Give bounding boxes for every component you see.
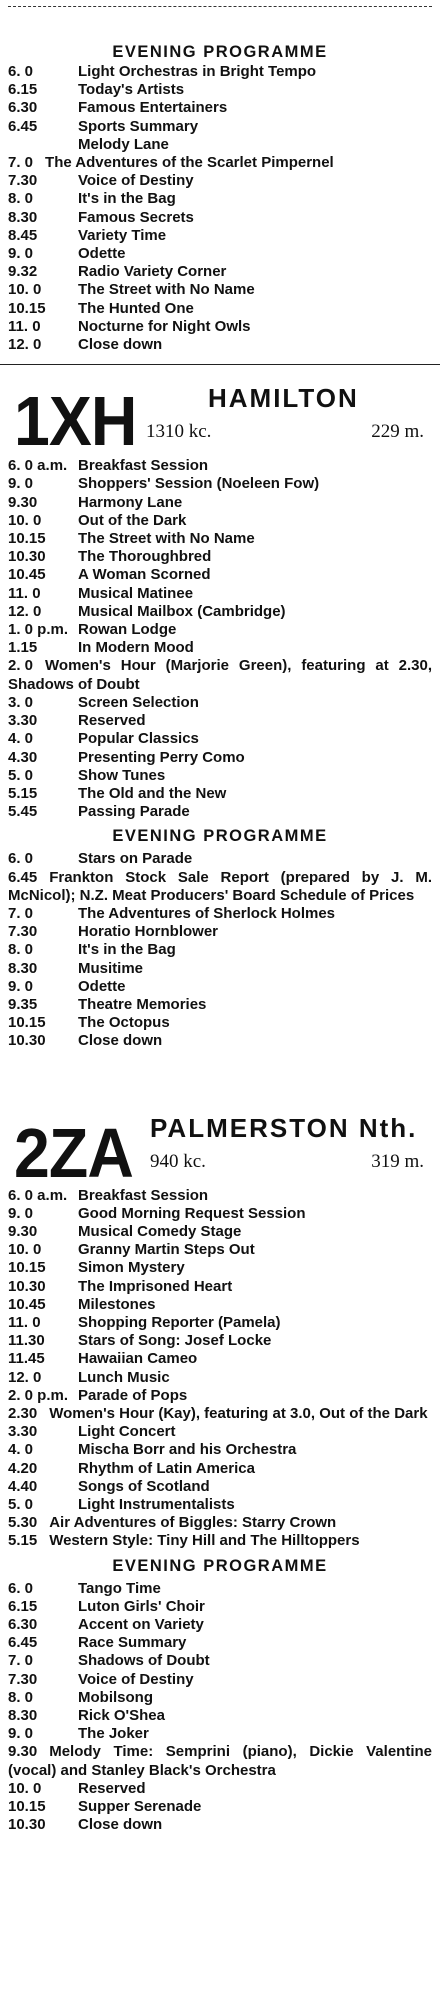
programme-time: 7.30 — [8, 923, 38, 941]
programme-row — [8, 1532, 432, 1550]
programme-title: The Old and the New — [78, 784, 227, 802]
programme-time: 3.30 — [8, 1423, 38, 1441]
programme-time: 6.30 — [8, 99, 38, 117]
programme-time: 4.30 — [8, 748, 38, 766]
programme-title: Musical Mailbox (Cambridge) — [78, 602, 286, 620]
programme-row — [8, 300, 432, 318]
station-wavelength: 229 m. — [371, 421, 424, 443]
programme-time: 6.45 — [8, 1634, 38, 1652]
programme-row — [8, 1514, 432, 1532]
programme-title: The Street with No Name — [78, 281, 255, 299]
programme-time: 6.45 — [8, 868, 38, 886]
programme-title: The Street with No Name — [78, 530, 255, 548]
programme-time: 8.30 — [8, 959, 38, 977]
station-header-1xh — [8, 377, 432, 461]
programme-row — [8, 1314, 432, 1332]
programme-time: 2. 0 p.m. — [8, 1386, 69, 1404]
programme-time: 4. 0 — [8, 1441, 34, 1459]
programme-title: Rowan Lodge — [78, 621, 177, 639]
programme-row — [8, 767, 432, 785]
programme-row — [8, 1278, 432, 1296]
programme-title: Radio Variety Corner — [78, 263, 227, 281]
programme-title: Light Concert — [78, 1423, 176, 1441]
programme-time: 12. 0 — [8, 1368, 42, 1386]
programme-row — [8, 63, 432, 81]
programme-row — [8, 172, 432, 190]
programme-row — [8, 1387, 432, 1405]
section-heading: EVENING PROGRAMME — [112, 827, 328, 846]
programme-time: 8. 0 — [8, 941, 34, 959]
programme-title: Passing Parade — [78, 803, 190, 821]
programme-time: 7. 0 — [8, 904, 34, 922]
programme-time: 3. 0 — [8, 693, 34, 711]
station-wavelength: 319 m. — [371, 1150, 424, 1172]
programme-title: Granny Martin Steps Out — [78, 1241, 255, 1259]
programme-time: 9. 0 — [8, 475, 34, 493]
programme-row — [8, 1798, 432, 1816]
programme-time: 5.15 — [8, 784, 38, 802]
programme-time: 9.30 — [8, 493, 38, 511]
programme-title: Voice of Destiny — [78, 1670, 194, 1688]
programme-time: 9. 0 — [8, 1204, 34, 1222]
programme-row — [8, 1223, 432, 1241]
programme-time: 2. 0 — [8, 657, 34, 675]
programme-row — [8, 154, 432, 172]
programme-time: 5. 0 — [8, 766, 34, 784]
programme-time: 9. 0 — [8, 1725, 34, 1743]
programme-row — [8, 803, 432, 821]
programme-row — [8, 639, 432, 657]
programme-title: Hawaiian Cameo — [78, 1350, 198, 1368]
programme-row — [8, 869, 432, 905]
programme-time: 6.15 — [8, 81, 38, 99]
programme-time: 6. 0 a.m. — [8, 457, 68, 475]
programme-time: 9.35 — [8, 995, 38, 1013]
programme-row — [8, 1014, 432, 1032]
programme-row — [8, 1707, 432, 1725]
programme-title: Tango Time — [78, 1579, 161, 1597]
programme-title: Rick O'Shea — [78, 1707, 165, 1725]
station-name: HAMILTON — [208, 383, 359, 414]
programme-title: Close down — [78, 1816, 163, 1834]
programme-title: Good Morning Request Session — [78, 1204, 306, 1222]
programme-time: 12. 0 — [8, 336, 42, 354]
programme-time: 10.15 — [8, 1014, 46, 1032]
programme-time: 7.30 — [8, 172, 38, 190]
call-sign: 2ZA — [14, 1113, 133, 1192]
programme-title: The Thoroughbred — [78, 548, 212, 566]
programme-row — [8, 941, 432, 959]
programme-time: 12. 0 — [8, 602, 42, 620]
programme-title: Luton Girls' Choir — [78, 1597, 205, 1615]
programme-title: Simon Mystery — [78, 1259, 185, 1277]
programme-row — [8, 978, 432, 996]
programme-time: 10.15 — [8, 1259, 46, 1277]
programme-row — [8, 1296, 432, 1314]
programme-time: 2.30 — [8, 1404, 38, 1422]
programme-time: 6. 0 a.m. — [8, 1186, 68, 1204]
programme-time: 1.15 — [8, 639, 38, 657]
programme-time: 1. 0 p.m. — [8, 621, 69, 639]
programme-row — [8, 1780, 432, 1798]
programme-time: 4.20 — [8, 1459, 38, 1477]
programme-row — [8, 336, 432, 354]
station-frequency: 1310 kc. — [146, 421, 212, 443]
programme-time: 7.30 — [8, 1670, 38, 1688]
programme-row — [8, 1205, 432, 1223]
programme-row — [8, 118, 432, 136]
programme-time: 10.15 — [8, 299, 46, 317]
programme-row — [8, 1350, 432, 1368]
programme-time: 11.30 — [8, 1332, 45, 1350]
programme-title: Theatre Memories — [78, 995, 207, 1013]
programme-time: 10.30 — [8, 1277, 46, 1295]
programme-time: 7. 0 — [8, 1652, 34, 1670]
programme-row — [8, 603, 432, 621]
programme-row — [8, 1580, 432, 1598]
programme-title: Close down — [78, 1032, 163, 1050]
programme-time: 11. 0 — [8, 317, 41, 335]
programme-title: Accent on Variety — [78, 1616, 204, 1634]
programme-row — [8, 512, 432, 530]
programme-row — [8, 1689, 432, 1707]
programme-title: Frankton Stock Sale Report (prepared by J. M. McNicol); N.Z. Meat Producers' Board Schedule of Prices — [8, 868, 432, 904]
programme-title: Melody Lane — [78, 135, 169, 153]
programme-row — [8, 475, 432, 493]
programme-row — [8, 318, 432, 336]
programme-title: Women's Hour (Marjorie Green), featuring at 2.30, Shadows of Doubt — [8, 657, 432, 693]
programme-time: 11. 0 — [8, 1313, 41, 1331]
programme-title: The Imprisoned Heart — [78, 1277, 233, 1295]
programme-title: Western Style: Tiny Hill and The Hilltoppers — [49, 1532, 360, 1550]
programme-time: 9.32 — [8, 263, 38, 281]
radio-programme-page — [0, 6, 440, 2012]
programme-row — [8, 1369, 432, 1387]
section-heading: EVENING PROGRAMME — [112, 1556, 328, 1575]
programme-title: Lunch Music — [78, 1368, 170, 1386]
programme-row — [8, 566, 432, 584]
programme-title: Shopping Reporter (Pamela) — [78, 1313, 281, 1331]
programme-time: 10. 0 — [8, 1241, 42, 1259]
programme-time: 6.15 — [8, 1597, 38, 1615]
station-header-2za — [8, 1107, 432, 1192]
programme-time: 6.30 — [8, 1616, 38, 1634]
programme-title: Close down — [78, 336, 163, 354]
programme-title: Famous Entertainers — [78, 99, 228, 117]
programme-title: The Adventures of the Scarlet Pimpernel — [45, 154, 334, 172]
programme-title: Mobilsong — [78, 1688, 153, 1706]
programme-time: 6. 0 — [8, 850, 34, 868]
programme-time: 5. 0 — [8, 1496, 34, 1513]
top-rule — [8, 6, 432, 7]
programme-title: Shoppers' Session (Noeleen Fow) — [78, 475, 320, 493]
programme-title: Odette — [78, 245, 126, 263]
programme-row — [8, 209, 432, 227]
programme-title: Odette — [78, 977, 126, 995]
call-sign: 1XH — [14, 382, 137, 461]
programme-row — [8, 1441, 432, 1459]
programme-list — [8, 1187, 432, 1551]
programme-title: Popular Classics — [78, 730, 199, 748]
programme-row — [8, 694, 432, 712]
programme-row — [8, 81, 432, 99]
programme-row — [8, 712, 432, 730]
programme-time: 9. 0 — [8, 977, 34, 995]
programme-title: Stars of Song: Josef Locke — [78, 1332, 272, 1350]
programme-title: Songs of Scotland — [78, 1477, 210, 1495]
programme-title: Women's Hour (Kay), featuring at 3.0, Out of the Dark — [49, 1404, 428, 1422]
programme-row — [8, 136, 432, 154]
programme-list — [8, 63, 432, 354]
programme-row — [8, 1405, 432, 1423]
programme-time: 6.45 — [8, 117, 38, 135]
programme-time: 10.30 — [8, 1816, 46, 1834]
programme-time: 11.45 — [8, 1350, 45, 1368]
programme-title: Variety Time — [78, 226, 167, 244]
programme-title: Famous Secrets — [78, 208, 194, 226]
programme-row — [8, 1259, 432, 1277]
programme-time: 9.30 — [8, 1222, 38, 1240]
programme-time: 10. 0 — [8, 511, 42, 529]
programme-row — [8, 227, 432, 245]
programme-row — [8, 1634, 432, 1652]
station-frequency: 940 kc. — [150, 1150, 206, 1172]
programme-title: Musitime — [78, 959, 144, 977]
programme-title: Nocturne for Night Owls — [78, 317, 251, 335]
programme-row — [8, 494, 432, 512]
programme-row — [8, 585, 432, 603]
programme-title: Race Summary — [78, 1634, 187, 1652]
programme-title: Air Adventures of Biggles: Starry Crown — [49, 1514, 337, 1532]
programme-time: 11. 0 — [8, 584, 41, 602]
programme-row — [8, 1032, 432, 1050]
programme-time: 8.45 — [8, 226, 38, 244]
programme-time: 5.45 — [8, 803, 38, 821]
programme-row — [8, 190, 432, 208]
programme-time: 10.15 — [8, 1798, 46, 1816]
programme-time: 8.30 — [8, 208, 38, 226]
section-divider — [0, 364, 440, 365]
programme-time: 5.30 — [8, 1514, 38, 1532]
station-name: PALMERSTON Nth. — [150, 1112, 418, 1143]
programme-title: Rhythm of Latin America — [78, 1459, 255, 1477]
programme-title: Today's Artists — [78, 81, 185, 99]
programme-row — [8, 785, 432, 803]
programme-row — [8, 1743, 432, 1779]
programme-time: 10. 0 — [8, 1779, 42, 1797]
programme-list — [8, 850, 432, 1050]
programme-row — [8, 923, 432, 941]
programme-list — [8, 1580, 432, 1835]
programme-time: 7. 0 — [8, 154, 34, 172]
programme-time: 9.30 — [8, 1743, 38, 1761]
programme-row — [8, 730, 432, 748]
programme-title: Shadows of Doubt — [78, 1652, 210, 1670]
section-heading: EVENING PROGRAMME — [112, 43, 328, 61]
programme-title: Show Tunes — [78, 766, 166, 784]
programme-title: The Octopus — [78, 1014, 170, 1032]
programme-row — [8, 1332, 432, 1350]
programme-title: Light Instrumentalists — [78, 1496, 235, 1513]
programme-title: Musical Matinee — [78, 584, 194, 602]
programme-row — [8, 621, 432, 639]
programme-title: The Adventures of Sherlock Holmes — [78, 904, 336, 922]
programme-row — [8, 1652, 432, 1670]
programme-title: Reserved — [78, 1779, 146, 1797]
programme-title: Horatio Hornblower — [78, 923, 219, 941]
programme-row — [8, 749, 432, 767]
programme-row — [8, 1616, 432, 1634]
programme-title: Voice of Destiny — [78, 172, 194, 190]
programme-row — [8, 530, 432, 548]
programme-title: It's in the Bag — [78, 941, 176, 959]
programme-row — [8, 905, 432, 923]
programme-row — [8, 1598, 432, 1616]
programme-row — [8, 657, 432, 693]
programme-time: 8. 0 — [8, 190, 34, 208]
programme-time: 8. 0 — [8, 1688, 34, 1706]
programme-time: 10.15 — [8, 530, 46, 548]
programme-title: A Woman Scorned — [78, 566, 211, 584]
programme-time: 10. 0 — [8, 281, 42, 299]
programme-time: 6. 0 — [8, 1579, 34, 1597]
programme-title: Mischa Borr and his Orchestra — [78, 1441, 297, 1459]
programme-row — [8, 1816, 432, 1834]
programme-row — [8, 996, 432, 1014]
programme-time: 9. 0 — [8, 245, 34, 263]
programme-title: Stars on Parade — [78, 850, 193, 868]
programme-title: Breakfast Session — [78, 1186, 209, 1204]
programme-row — [8, 1241, 432, 1259]
programme-title: Presenting Perry Como — [78, 748, 245, 766]
programme-time: 4. 0 — [8, 730, 34, 748]
programme-row — [8, 850, 432, 868]
programme-title: Supper Serenade — [78, 1798, 202, 1816]
programme-title: The Hunted One — [78, 299, 194, 317]
programme-row — [8, 99, 432, 117]
programme-time: 4.40 — [8, 1477, 38, 1495]
programme-time: 6. 0 — [8, 63, 34, 80]
programme-title: Screen Selection — [78, 693, 199, 711]
programme-row — [8, 1460, 432, 1478]
programme-title: The Joker — [78, 1725, 149, 1743]
programme-list — [8, 457, 432, 821]
programme-row — [8, 1423, 432, 1441]
programme-time: 10.30 — [8, 1032, 46, 1050]
programme-title: In Modern Mood — [78, 639, 194, 657]
programme-title: Breakfast Session — [78, 457, 209, 475]
programme-row — [8, 1671, 432, 1689]
programme-time: 10.45 — [8, 566, 46, 584]
programme-time: 10.45 — [8, 1295, 46, 1313]
programme-row — [8, 960, 432, 978]
programme-title: Parade of Pops — [78, 1386, 188, 1404]
programme-title: Milestones — [78, 1295, 156, 1313]
programme-title: Sports Summary — [78, 117, 199, 135]
programme-title: Light Orchestras in Bright Tempo — [78, 63, 317, 80]
programme-title: It's in the Bag — [78, 190, 176, 208]
programme-time: 5.15 — [8, 1532, 38, 1550]
programme-row — [8, 1725, 432, 1743]
programme-title: Harmony Lane — [78, 493, 183, 511]
programme-row — [8, 263, 432, 281]
programme-row — [8, 281, 432, 299]
programme-row — [8, 548, 432, 566]
programme-row — [8, 245, 432, 263]
programme-title: Reserved — [78, 712, 146, 730]
programme-time: 8.30 — [8, 1707, 38, 1725]
programme-row — [8, 1496, 432, 1514]
programme-title: Melody Time: Semprini (piano), Dickie Valentine (vocal) and Stanley Black's Orchestra — [8, 1743, 432, 1779]
programme-time: 10.30 — [8, 548, 46, 566]
programme-time: 3.30 — [8, 712, 38, 730]
programme-title: Musical Comedy Stage — [78, 1222, 242, 1240]
programme-title: Out of the Dark — [78, 511, 187, 529]
programme-row — [8, 1478, 432, 1496]
